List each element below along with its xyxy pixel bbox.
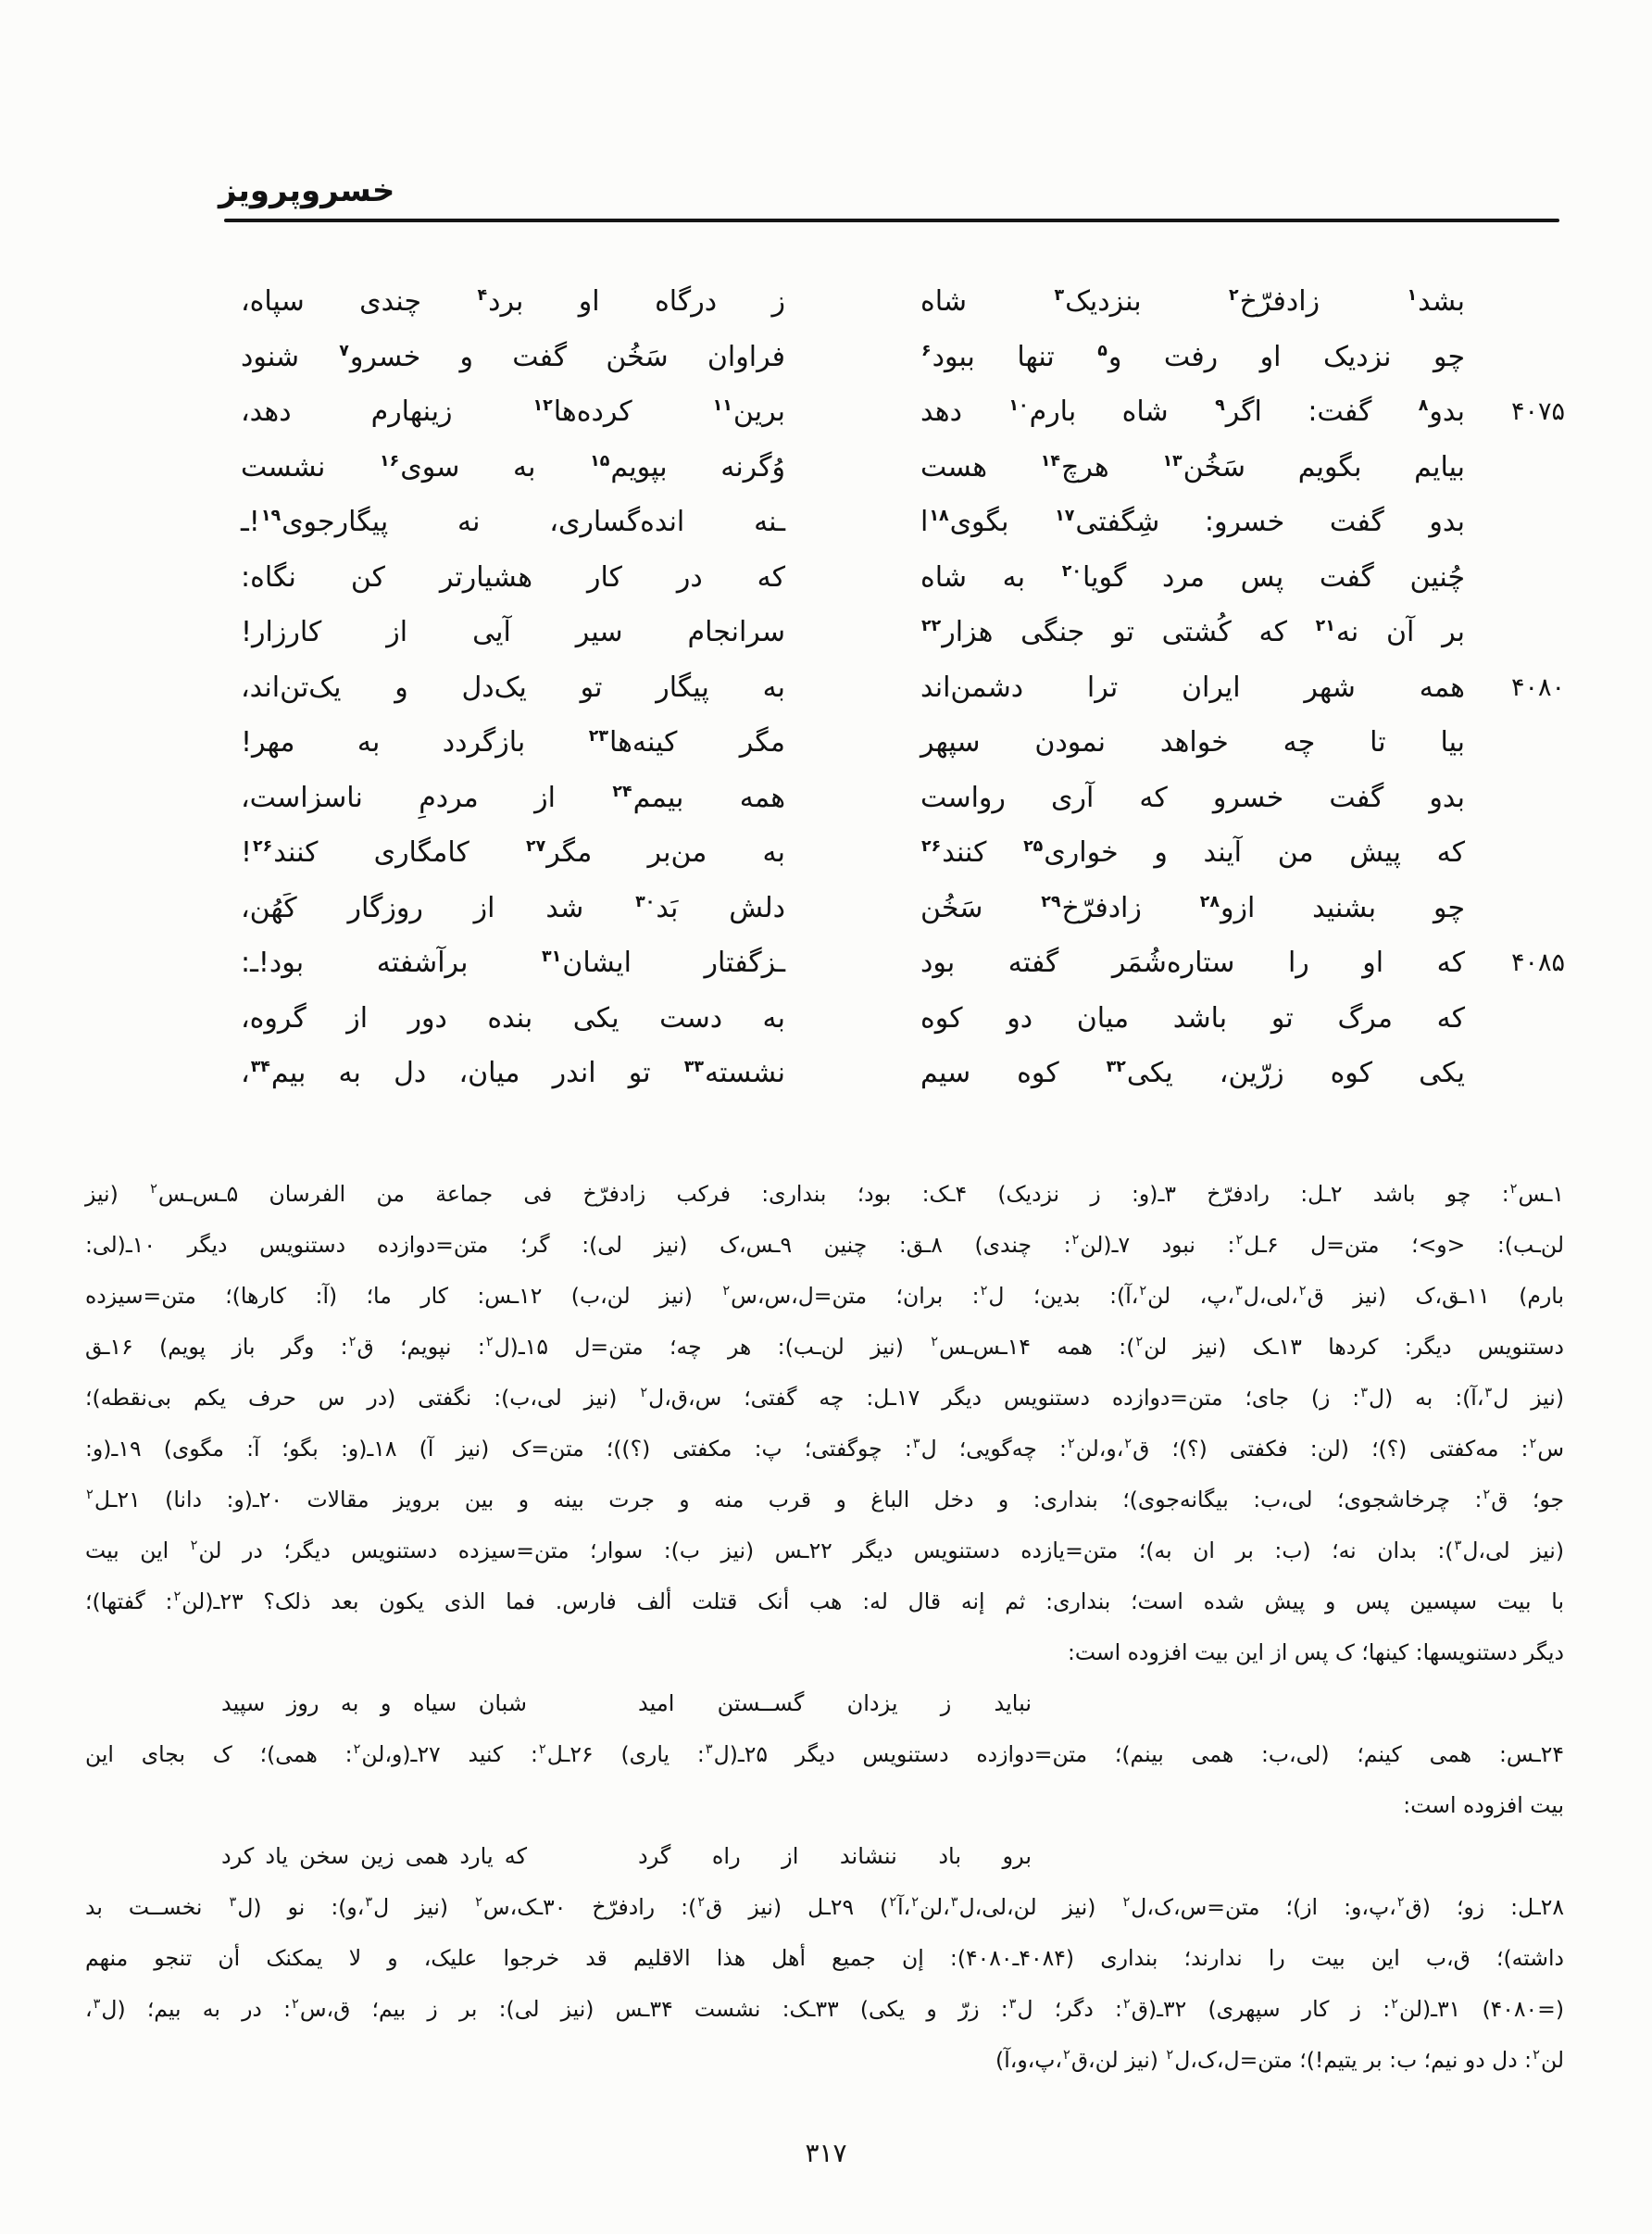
header-rule bbox=[224, 219, 1559, 222]
verse-row bbox=[241, 605, 1565, 660]
hemistich-right: بدو گفت خسرو: شِگفتی$^{۱۷}$ بگوی$^{۱۸}$ا bbox=[920, 506, 1465, 538]
hemistich-left: به دست یکی بنده دور از گروه، bbox=[241, 1001, 785, 1035]
footnote-line: داشته)؛ ق،ب این بیت را ندارند؛ بنداری (۴۰۸۴ـ۴۰۸۰): إن جمیع أهل هذا الاقلیم قد خرجوا علیک، و لا یمکنک أن تنجو منهم bbox=[85, 1945, 1564, 1971]
footnote-line: جو؛ ق$^۲$: چرخاشجوی؛ لی،ب: بیگانه‌جوی)؛ بنداری: و دخل الباغ و قرب منه و جرت بینه و بین برویز مقالات ۲۰ـ(و: دانا) ۲۱ـل$^۲$ bbox=[86, 1487, 1565, 1512]
verse-row bbox=[241, 660, 1565, 716]
footnote-line: لن$^۲$: دل دو نیم؛ ب: بر یتیم!)؛ متن=ل،ک،ل$^۲$ (نیز لن،ق$^۲$،پ،و،آ) bbox=[995, 2047, 1564, 2073]
hemistich-left: دلش بَد$^{۳۰}$ شد از روزگار کَهُن، bbox=[241, 891, 785, 924]
running-header: خسروپرویز bbox=[219, 172, 395, 209]
hemistich-left: نشسته$^{۳۳}$ تو اندر میان، دل به بیم$^{۳۴}$، bbox=[241, 1057, 785, 1089]
hemistich-right: که او را ستاره‌شُمَر گفته بود bbox=[920, 947, 1465, 979]
hemistich-left: مگر کینه‌ها$^{۲۳}$ بازگردد به مهر! bbox=[241, 726, 785, 759]
hemistich-right: چو بشنید ازو$^{۲۸}$ زادفرّخ$^{۲۹}$ سَخُن bbox=[920, 891, 1465, 924]
footnote-verse-left: که یارد همی زین سخن یاد کرد bbox=[221, 1843, 527, 1869]
footnote-line: دستنویس دیگر: کردها ۱۳ـک (نیز لن$^۲$): همه ۱۴ـس‌ـس$^۲$ (نیز لن‌ـب): هر چه؛ متن=ل ۱۵ـ(ل$^۲$: نپویم؛ ق$^۲$: وگر باز پویم) ۱۶ـق bbox=[85, 1334, 1564, 1360]
footnote-verse-right: نباید ز یزدان گســستن امید bbox=[638, 1690, 1032, 1716]
footnote-line: (نیز لی،ل$^۳$): بدان نه؛ (ب: بر ان به)؛ متن=یازده دستنویس دیگر ۲۲ـس (نیز ب): سوار؛ متن=سیزده دستنویس دیگر؛ در لن$^۲$ این بیت bbox=[85, 1537, 1564, 1563]
footnote-lines bbox=[85, 1169, 1564, 2086]
hemistich-right: چُنین گفت پس مرد گویا$^{۲۰}$ به شاه bbox=[920, 560, 1465, 594]
verse-number: ۴۰۸۵ bbox=[1510, 948, 1565, 977]
hemistich-left: ز درگاه او برد$^۴$ چندی سپاه، bbox=[241, 285, 785, 318]
hemistich-left: به پیگار تو یک‌دل و یک‌تن‌اند، bbox=[241, 671, 785, 704]
footnote-line: ۲۴ـس: همی کینم؛ (لی،ب: همی بینم)؛ متن=دوازده دستنویس دیگر ۲۵ـ(ل$^۳$: یاری) ۲۶ـل$^۲$: کنید ۲۷ـ(و،لن$^۲$: همی)؛ ک بجای این bbox=[85, 1741, 1564, 1767]
footnote-line: بیت افزوده است: bbox=[1403, 1792, 1564, 1818]
hemistich-right: همه شهر ایران ترا دشمن‌اند bbox=[920, 671, 1465, 704]
verse-row bbox=[241, 825, 1565, 881]
hemistich-left: سرانجام سیر آیی از کارزار! bbox=[241, 616, 785, 648]
hemistich-right: بدو گفت خسرو که آری رواست bbox=[920, 781, 1465, 814]
verse-row bbox=[241, 771, 1565, 826]
footnote-line: (=۴۰۸۰) ۳۱ـ(لن$^۲$: ز کار سپهری) ۳۲ـ(ق$^۲$: دگر؛ ل$^۳$: زرّ و یکی) ۳۳ـک: نشست ۳۴ـس (نیز لی): بر ز بیم؛ ق،س$^۲$: در به بیم؛ (ل$^۳$، bbox=[85, 1996, 1565, 2022]
footnote-line: با بیت سپسین پس و پیش شده است؛ بنداری: ثم إنه قال له: هب أنک قتلت ألف فارس. فما الذی یکون بعد ذلک؟ ۲۳ـ(لن$^۲$: گفتها)؛ bbox=[85, 1588, 1564, 1614]
verse-row bbox=[241, 440, 1565, 496]
hemistich-right: بشد$^۱$ زادفرّخ$^۲$ بنزدیک$^۳$ شاه bbox=[920, 285, 1465, 318]
footnote-line: ۱ـس$^۲$: چو باشد ۲ـل: رادفرّخ ۳ـ(و: ز نزدیک) ۴ـک: بود؛ بنداری: فرکب زادفرّخ فی جماعة من الفرسان ۵ـس‌ـس$^۲$ (نیز bbox=[85, 1181, 1564, 1207]
hemistich-left: برین$^{۱۱}$ کرده‌ها$^{۱۲}$ زینهارم دهد، bbox=[241, 395, 785, 428]
hemistich-right: بیا تا چه خواهد نمودن سپهر bbox=[920, 726, 1465, 759]
verse-row bbox=[241, 935, 1565, 991]
hemistich-left: وُگرنه بپویم$^{۱۵}$ به سوی$^{۱۶}$ نشست bbox=[241, 450, 785, 483]
hemistich-left: به من‌بر مگر$^{۲۷}$ کامگاری کنند$^{۲۶}$! bbox=[241, 836, 785, 869]
footnote-line: س$^۲$: مه‌کفتی (؟)؛ (لن: فکفتی (؟)؛ ق$^۲$،و،لن$^۲$: چه‌گویی؛ ل$^۳$: چوگفتی؛ پ: مکفتی (؟))؛ متن=ک (نیز آ) ۱۸ـ(و: بگو؛ آ: مگوی) ۱۹ـ(و: bbox=[85, 1436, 1564, 1462]
footnote-verse-left: شبان سیاه و به روز سپید bbox=[221, 1690, 527, 1716]
verse-number: ۴۰۸۰ bbox=[1510, 672, 1565, 702]
hemistich-left: ـزگفتار ایشان$^{۳۱}$ برآشفته بود!ـ: bbox=[241, 947, 785, 979]
verse-row bbox=[241, 715, 1565, 771]
hemistich-right: که پیش من آیند و خواری$^{۲۵}$ کنند$^{۲۶}$ bbox=[921, 836, 1465, 869]
footnote-line: ۲۸ـل: زو؛ (ق$^۲$،پ،و: از)؛ متن=س،ک،ل$^۲$ (نیز لن،لی،ل$^۳$،لن$^۲$،آ$^۲$) ۲۹ـل (نیز ق$^۲$): رادفرّخ ۳۰ـک،س$^۲$ (نیز ل$^۳$،و): نو (ل$^۳$ نخســت بد bbox=[85, 1894, 1565, 1920]
hemistich-right: بیایم بگویم سَخُن$^{۱۳}$ هرچ$^{۱۴}$ هست bbox=[920, 450, 1466, 483]
hemistich-right: یکی کوه زرّین، یکی$^{۳۲}$ کوه سیم bbox=[920, 1057, 1465, 1089]
verse-row bbox=[241, 1046, 1565, 1101]
page-number: ۳۱۷ bbox=[805, 2138, 847, 2168]
hemistich-left: فراوان سَخُن گفت و خسرو$^۷$ شنود bbox=[241, 340, 785, 373]
verse-row bbox=[241, 274, 1565, 330]
hemistich-right: که مرگ تو باشد میان دو کوه bbox=[920, 1001, 1465, 1035]
hemistich-right: بر آن نه$^{۲۱}$ که کُشتی تو جنگی هزار$^{۲۲}$ bbox=[921, 616, 1465, 648]
hemistich-right: چو نزدیک او رفت و$^۵$ تنها ببود$^۶$ bbox=[921, 340, 1466, 373]
poem-rows bbox=[241, 274, 1565, 1101]
verse-row bbox=[241, 384, 1565, 440]
footnote-added-verse bbox=[85, 1678, 1032, 1729]
hemistich-left: همه بیمم$^{۲۴}$ از مردمِ ناسزاست، bbox=[241, 781, 786, 814]
verse-row bbox=[241, 991, 1565, 1047]
footnote-verse-right: برو باد ننشاند از راه گرد bbox=[638, 1843, 1032, 1869]
footnote-line: بارم) ۱۱ـق،ک (نیز ق$^۲$،لی،ل$^۳$،پ، لن$^۲$،آ): بدین؛ ل$^۲$: بران؛ متن=ل،س،س$^۲$ (نیز لن،ب) ۱۲ـس: کار ما؛ (آ: کارها)؛ متن=سیزده bbox=[85, 1283, 1565, 1309]
footnote-added-verse bbox=[85, 1831, 1032, 1882]
verse-row bbox=[241, 550, 1565, 606]
hemistich-right: بدو$^۸$ گفت: اگر$^۹$ شاه بارم$^{۱۰}$ دهد bbox=[920, 395, 1466, 428]
verse-row bbox=[241, 330, 1565, 385]
verse-row bbox=[241, 881, 1565, 936]
footnote-line: دیگر دستنویسها: کینها؛ ک پس از این بیت افزوده است: bbox=[1067, 1639, 1564, 1665]
hemistich-left: که در کار هشیارتر کن نگاه: bbox=[241, 560, 785, 594]
footnote-line: (نیز ل$^۳$،آ): به (ل$^۳$: ز) جای؛ متن=دوازده دستنویس دیگر ۱۷ـل: چه گفتی؛ س،ق،ل$^۲$ (نیز لی،ب): نگفتی (در س حرف یکم بی‌نقطه)؛ bbox=[85, 1385, 1564, 1411]
hemistich-left: ـنه انده‌گساری، نه پیگارجوی$^{۱۹}$!ـ bbox=[241, 506, 785, 538]
verse-row bbox=[241, 495, 1565, 550]
footnote-line: لن‌ـب): <و>؛ متن=ل ۶ـل$^۲$: نبود ۷ـ(لن$^۲$: چندی) ۸ـق: چنین ۹ـس،ک (نیز لی): گر؛ متن=دوازده دستنویس دیگر ۱۰ـ(لی: bbox=[85, 1232, 1564, 1258]
verse-number: ۴۰۷۵ bbox=[1510, 397, 1565, 426]
